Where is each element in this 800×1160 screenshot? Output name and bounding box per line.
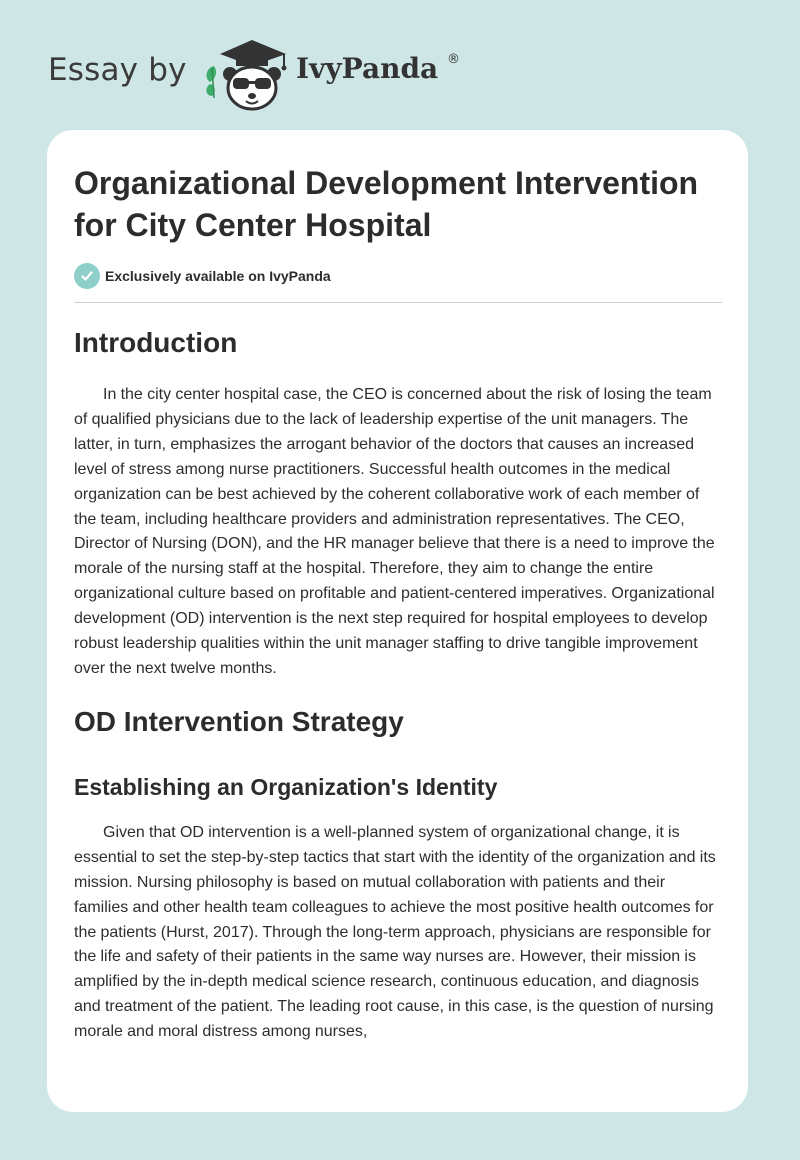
identity-paragraph: Given that OD intervention is a well-planned system of organizational change, it is essential to set the step-by-step tactics that start with the identity of the organization and its mission. Nursing philosophy is based on mutual collaboration with patients and their families and other health team colleagues to achieve the most positive health outcomes for the patients (Hurst, 2017). Through the long-term approach, physicians are responsible for the life and safety of their patients in the same way nurses are. However, their mission is amplified by the in-depth medical science research, continuous education, and diagnosis and treatment of the patient. The leading root cause, in this case, is the question of nursing morale and moral distress among nurses, [74,823,716,1041]
subsection-heading-identity: Establishing an Organization's Identity [74,773,498,800]
section-heading-introduction: Introduction [74,327,238,358]
introduction-paragraph: In the city center hospital case, the CEO is concerned about the risk of losing the team of qualified physicians due to the lack of leadership expertise of the unit managers. The latter, in turn, emphasizes the arrogant behavior of the doctors that causes an increased level of stress among nurse practitioners. Successful health outcomes in the medical organization can be best achieved by the coherent collaborative work of each member of the team, including healthcare providers and administration representatives. The CEO, Director of Nursing (DON), and the HR manager believe that there is a need to improve the morale of the nursing staff at the hospital. Therefore, they aim to change the entire organizational culture based on profitable and patient-centered imperatives. Organizational development (OD) intervention is the next step required for hospital employees to develop robust leadership qualities within the unit manager staffing to drive tangible improvement over the next twelve months. [74,386,715,677]
exclusive-label: Exclusively available on IvyPanda [105,268,331,284]
ivy-leaf-icon [206,66,216,98]
brand-prefix: Essay by [48,52,187,88]
section-heading-od-strategy: OD Intervention Strategy [74,705,404,737]
title-divider [74,302,722,303]
essay-card [47,130,748,1112]
registered-mark: ® [447,52,460,67]
panda-graduation-cap-icon[interactable] [200,32,296,112]
essay-title: Organizational Development Intervention for City Center Hospital [74,165,699,243]
essay-body [74,320,722,1045]
site-header [0,0,800,130]
brand-name[interactable]: IvyPanda [296,52,439,85]
check-icon [74,263,100,289]
exclusive-badge [74,263,331,289]
